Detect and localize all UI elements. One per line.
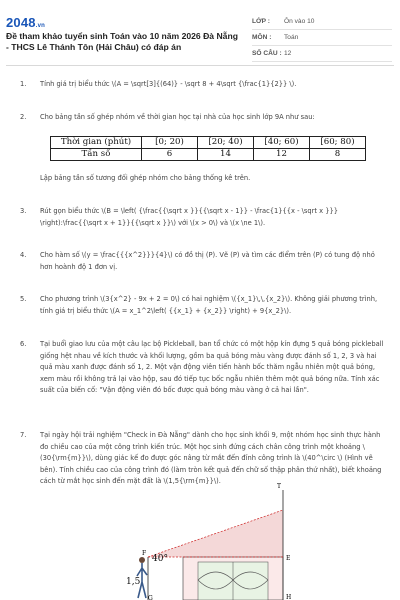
point-t-label: T [277, 483, 282, 490]
site-logo[interactable]: 2048.vn [6, 15, 46, 30]
point-g-label: G [148, 595, 153, 600]
meta-row-count: SỐ CÂU : 12 [252, 46, 392, 62]
page: 2048.vn Đề tham khảo tuyển sinh Toán vào 10 năm 2026 Đà Nẵng - THCS Lê Thánh Tôn (Hải Châu) có đáp án LỚP : Ôn vào 10 MÔN : Toán SỐ CÂU : 12 1. Tính giá trị biểu thức \(A = \sqrt[3]{(64)} - \sqrt 8 + 4\sqrt {\frac{1}{2}} \). 2. Cho bảng tần số ghép nhóm về thời gian học tại nhà của học sinh lớp 9A như sau: Thời gian (phút) [0; 20) [20; 40) [40; 60) [60; 80) Tần số 6 14 12 8 Lập bảng tần số tương đối ghép nhóm cho bảng thống kê trên. 3. Rút gọn biểu thức \(B = \left( {\frac{{\sqrt x }}{{\sqrt x - 1}} - \frac{1}{{x - \sqrt x }}} \right):\frac{{\sqrt x + 1}}{{\sqrt x }}\) với \(x > 0\) và \(x \ne 1\). 4. Cho hàm số \(y = \frac{{{x^2}}}{4}\) có đồ thị (P). Vẽ (P) và tìm các điểm trên (P) có tung độ nhỏ hơn hoành độ 1 đơn vị. 5. Cho phương trình \(3{x^2} - 9x + 2 = 0\) có hai nghiệm \({x_1}\,\,{x_2}\). Không giải phương trình, tính giá trị biểu thức \(A = x_1^2\left( {{x_1} + {x_2}} \right) + 9{x_2}\). 6. Tại buổi giao lưu của một câu lạc bộ Pickleball, ban tổ chức có một hộp kín đựng 5 quả bóng pickleball giống hệt nhau về kích thước và khối lượng, gồm ba quả bóng màu vàng được đánh số 1, 2, 3 và hai quả màu xanh được đánh số 1, 2. Một vận động viên tiến hành bốc thăm ngẫu nhiên một quả bóng, xem màu rồi không trả lại vào hộp, sau đó tiếp tục bốc ngẫu nhiên thêm một quả bóng nữa. Tính xác suất của biến cố: "Vận động viên đó bốc được quả bóng màu vàng ở cả hai lần". 7. Tại ngày hội trải nghiệm "Check in Đà Nẵng" dành cho học sinh khối 9, một nhóm học sinh thực hành đo chiều cao của một công trình kiến trúc. Một học sinh đứng cách chân công trình một khoảng \(30{\rm{m}}\), dùng giác kế đo được góc nâng từ mắt đến đỉnh công trình là \(40^\circ \) (Hình vẽ bên). Tính chiều cao của công trình đó (làm tròn kết quả đến chữ số thập phân thứ nhất), biết khoảng cách từ mắt học sinh đến mặt đất là \(1,5{\rm{m}}\). T E F G H 40° 1,5 [0, 0, 400, 600]
frequency-table [50, 136, 366, 161]
header-divider [6, 65, 394, 66]
point-h-label: H [286, 594, 292, 600]
person-head [139, 557, 145, 563]
page-title: Đề tham khảo tuyển sinh Toán vào 10 năm 2026 Đà Nẵng - THCS Lê Thánh Tôn (Hải Châu) có đáp án [6, 31, 238, 52]
table-header-row: Thời gian (phút) [0; 20) [20; 40) [40; 60) [60; 80) [51, 137, 366, 149]
meta-box [252, 14, 392, 62]
angle-label: 40° [152, 554, 168, 564]
point-f-label: F [142, 550, 147, 557]
height-label: 1,5 [126, 577, 141, 587]
meta-row-subject: MÔN : Toán [252, 30, 392, 46]
point-e-label: E [286, 555, 291, 562]
building-figure [118, 480, 298, 600]
table-row: Tần số 6 14 12 8 [51, 149, 366, 161]
meta-row-class: LỚP : Ôn vào 10 [252, 14, 392, 30]
